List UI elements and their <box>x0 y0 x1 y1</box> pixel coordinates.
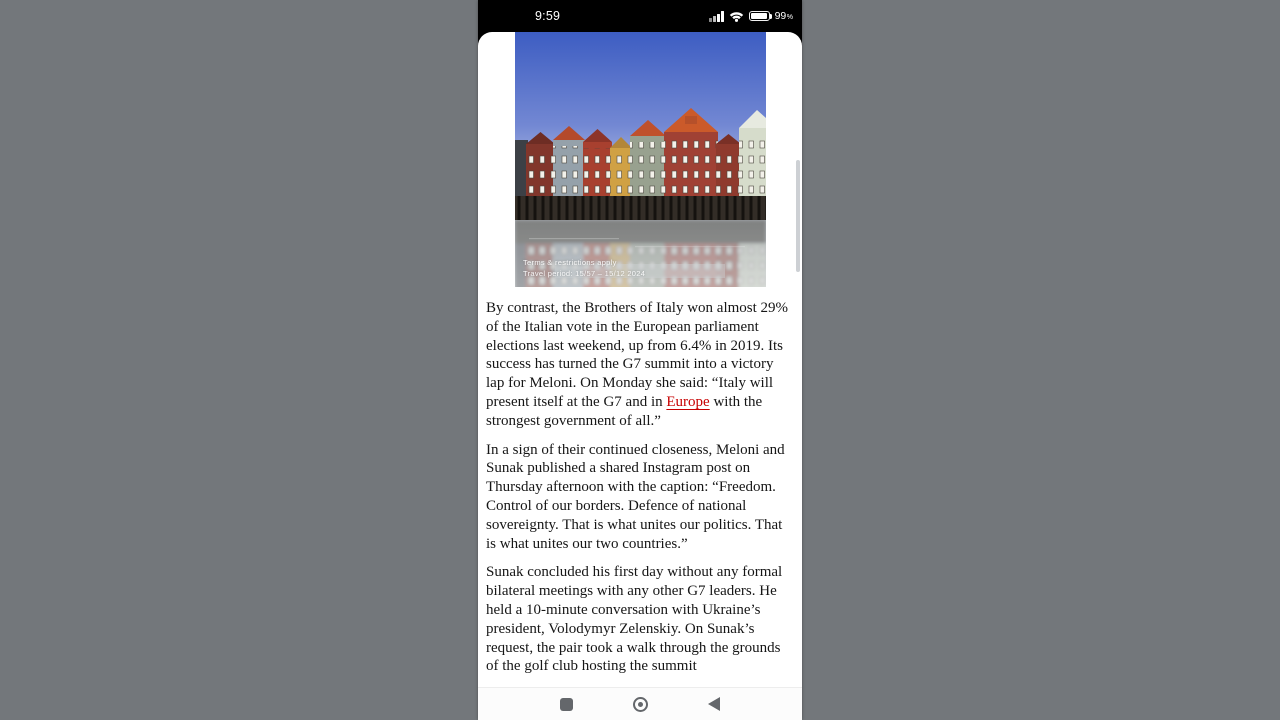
home-circle-icon <box>633 697 648 712</box>
back-button[interactable] <box>706 696 722 712</box>
ad-terms-text: Terms & restrictions apply <box>523 258 617 267</box>
paragraph-sunak-day: Sunak concluded his first day without any formal bilateral meetings with any other G7 leaders. He held a 10-minute conversation with Ukraine’s president, Volodymyr Zelenskiy. On Sunak’s request, the pair took a walk through the grounds of the golf club hosting the summit <box>486 564 783 675</box>
battery-icon <box>749 11 770 22</box>
status-icons <box>709 0 793 32</box>
paragraph-text: By contrast, the Brothers of Italy won almost 29% of the Italian vote in the European parliament elections last weekend, up from 6.4% in 2019. Its success has turned the G7 summit into a victory lap for Meloni. On Monday she said: “Italy will present itself at the G7 and in <box>486 300 789 410</box>
battery-percent <box>775 10 793 22</box>
cellular-signal-icon <box>709 11 724 22</box>
ad-image[interactable] <box>515 32 766 287</box>
android-nav-bar <box>478 687 802 720</box>
recents-button[interactable] <box>558 696 574 712</box>
paragraph-meloni-vote <box>486 299 793 431</box>
percent-sign: % <box>786 14 793 21</box>
phone-screen <box>478 0 802 720</box>
scrollbar-thumb[interactable] <box>796 160 800 272</box>
letterbox-left <box>0 0 478 720</box>
home-button[interactable] <box>632 696 648 712</box>
europe-link[interactable]: Europe <box>666 393 710 410</box>
article-body <box>478 287 802 676</box>
battery-percent-value: 99 <box>774 10 787 22</box>
paragraph-text: with the strongest government of all.” <box>486 393 763 429</box>
wifi-icon <box>729 11 744 22</box>
recents-square-icon <box>560 698 573 711</box>
letterbox-right <box>802 0 1280 720</box>
ad-travel-text: Travel period: 15/57 – 15/12 2024 <box>523 269 646 278</box>
home-dot-icon <box>638 702 643 707</box>
status-time: 9:59 <box>535 9 561 23</box>
article-view <box>478 32 802 687</box>
trondheim-houses-photo <box>515 32 766 287</box>
paragraph-instagram-post: In a sign of their continued closeness, Meloni and Sunak published a shared Instagram post on Thursday afternoon with the caption: “Freedom. Control of our borders. Defence of national sovereignty. That is what unites our politics. That is what unites our two countries.” <box>486 441 785 552</box>
back-triangle-icon <box>708 697 720 711</box>
status-bar <box>478 0 802 32</box>
